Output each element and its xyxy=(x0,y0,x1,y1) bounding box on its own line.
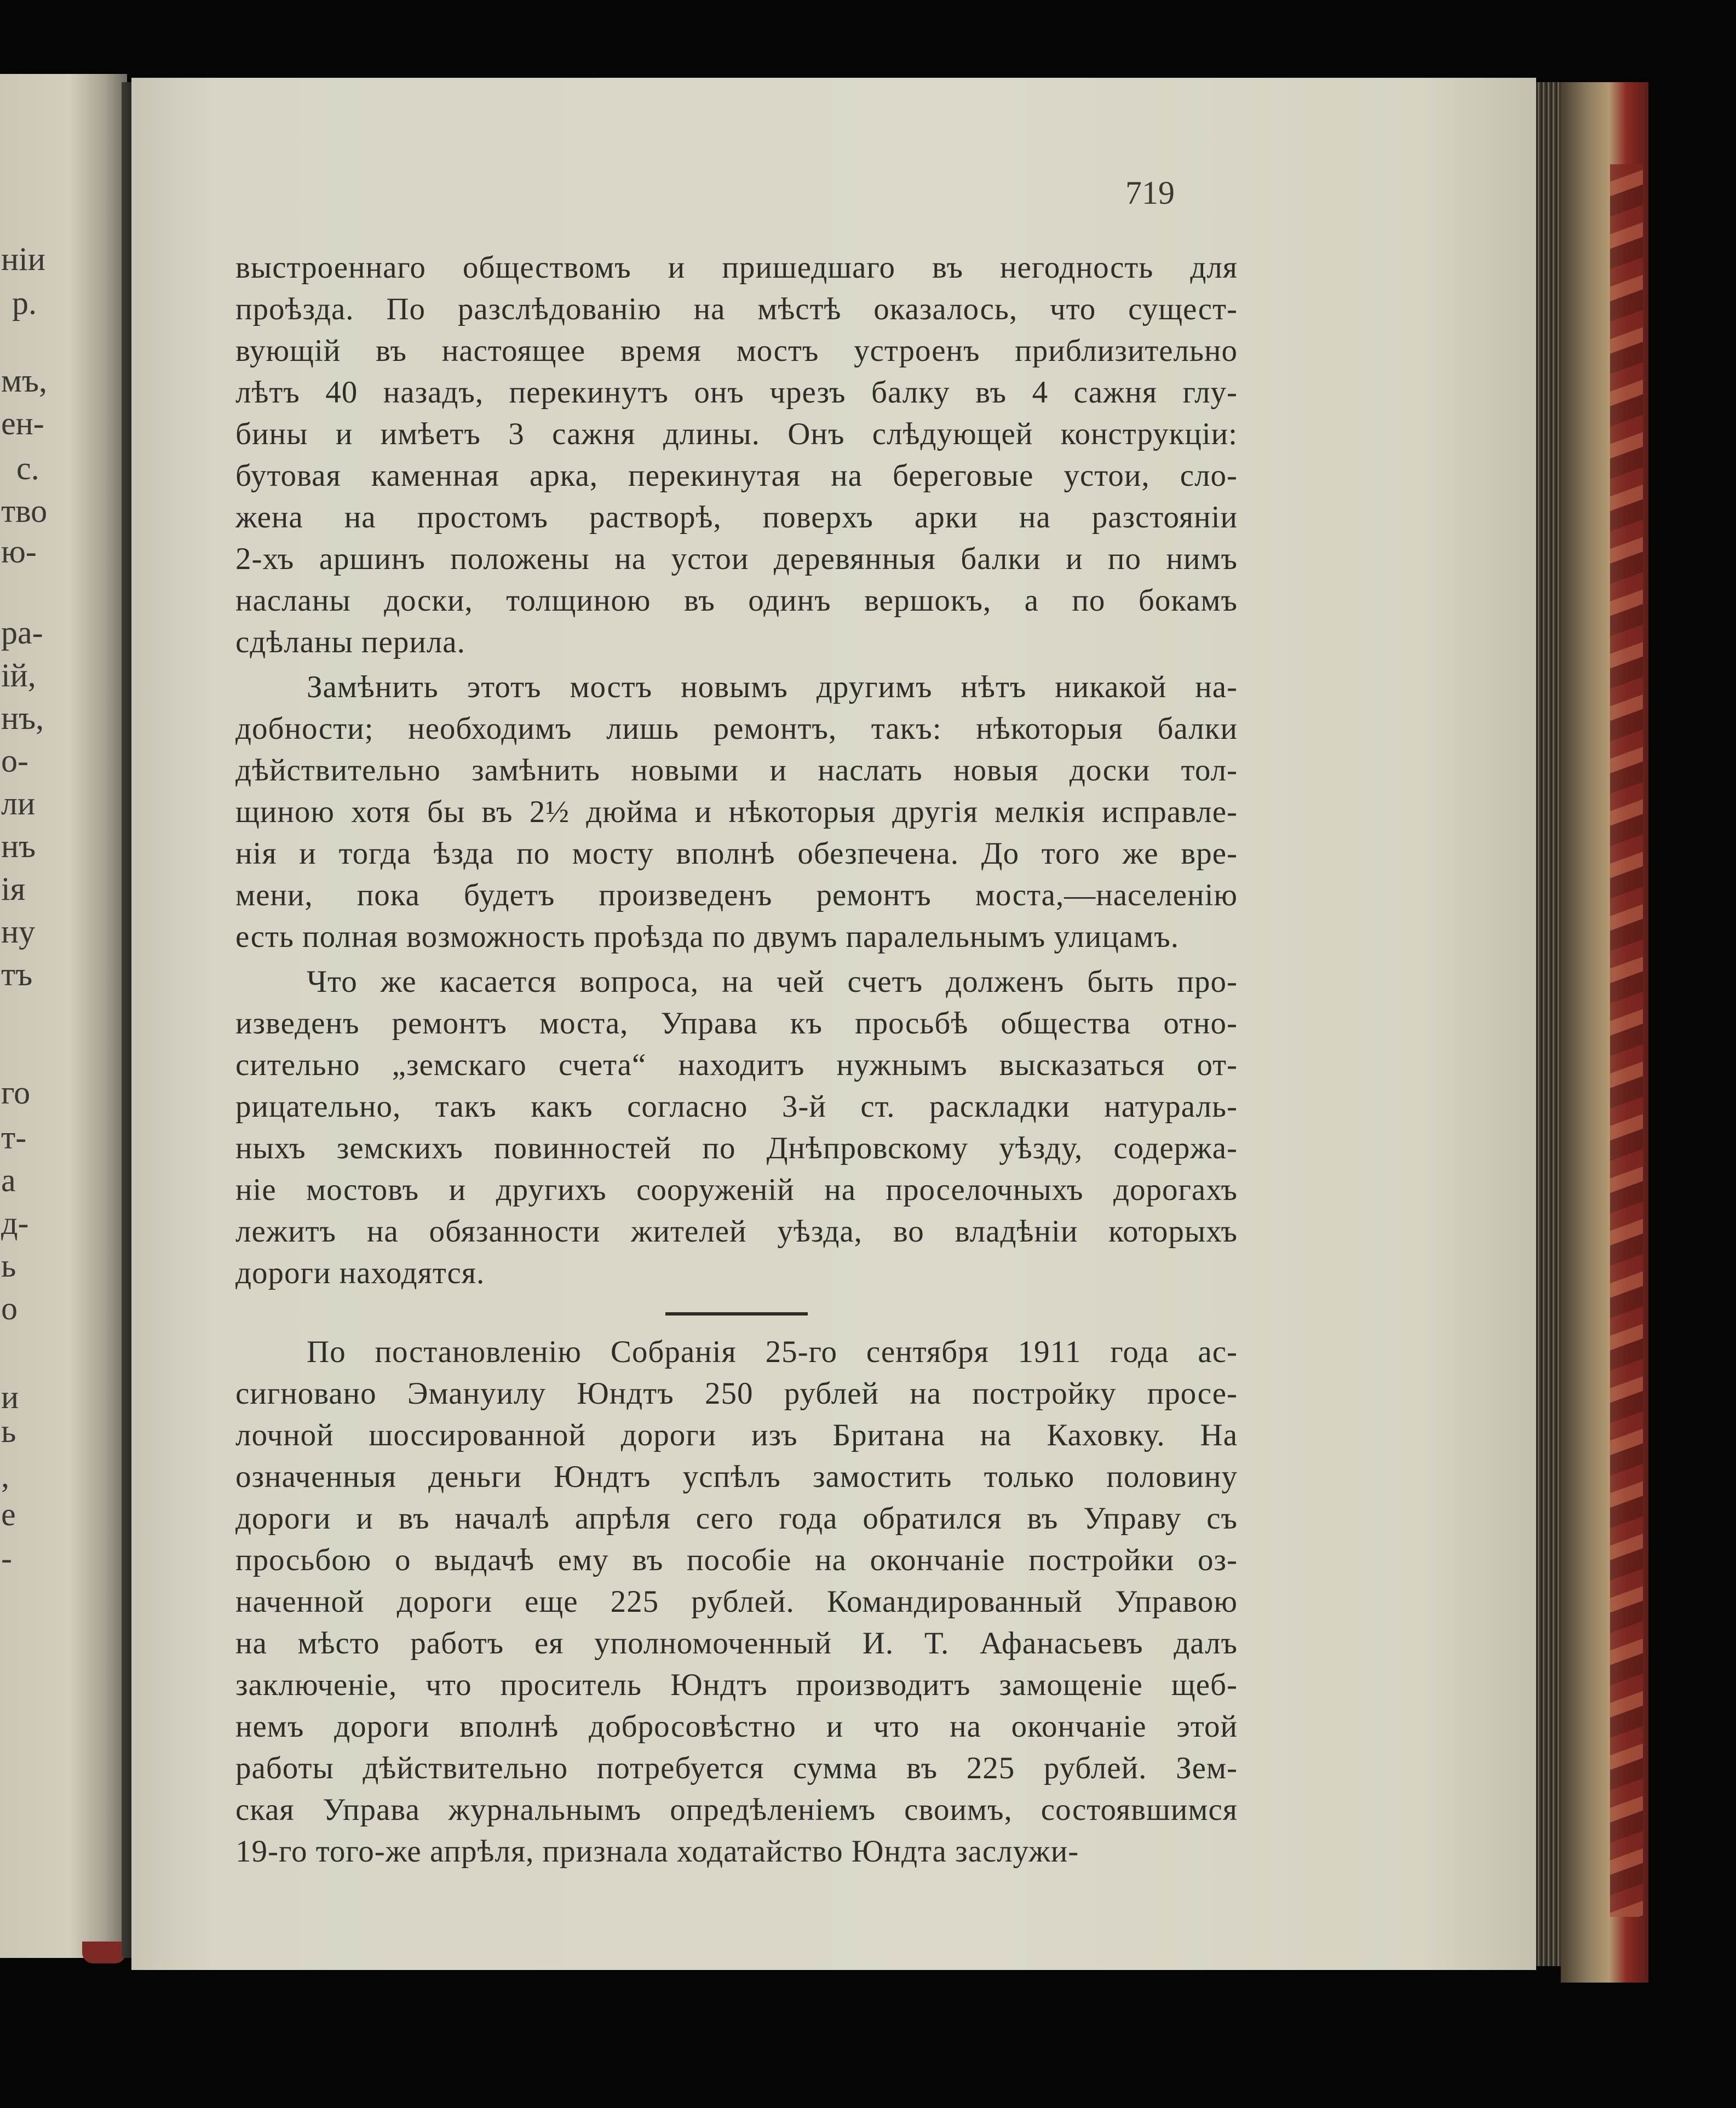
left-page-fragment: а xyxy=(1,1162,16,1198)
section-divider xyxy=(665,1312,808,1316)
text-line: лѣтъ 40 назадъ, перекинутъ онъ чрезъ балку въ 4 сажня глу- xyxy=(235,375,1238,410)
left-page-fragment: ен- xyxy=(1,405,44,441)
text-line: дороги и въ началѣ апрѣля сего года обратился въ Управу съ xyxy=(235,1501,1238,1536)
left-page-fragment: ю- xyxy=(1,533,37,570)
text-line: насланы доски, толщиною въ одинъ вершокъ, а по бокамъ xyxy=(235,583,1238,618)
text-line: выстроеннаго обществомъ и пришедшаго въ негодность для xyxy=(235,250,1238,285)
text-line: изведенъ ремонтъ моста, Управа къ просьбѣ общества отно- xyxy=(235,1006,1238,1041)
left-page-fragment: - xyxy=(1,1540,12,1576)
text-line: дѣйствительно замѣнить новыми и наслать новыя доски тол- xyxy=(235,753,1238,788)
left-page-fragment: е xyxy=(1,1496,16,1532)
text-line: жена на простомъ растворѣ, поверхъ арки на разстояніи xyxy=(235,500,1238,535)
left-page-fragment: ь xyxy=(1,1248,16,1284)
text-line: По постановленію Собранія 25-го сентября 1911 года ас- xyxy=(307,1335,1238,1369)
text-line: бутовая каменная арка, перекинутая на береговые устои, сло- xyxy=(235,458,1238,493)
text-line: на мѣсто работъ ея уполномоченный И. Т. Афанасьевъ далъ xyxy=(235,1626,1238,1661)
left-page-fragment: о xyxy=(1,1290,18,1326)
left-page-fragment: тъ xyxy=(1,956,33,992)
text-line: дороги находятся. xyxy=(235,1256,485,1290)
page-number: 719 xyxy=(1125,175,1175,211)
left-page-fragment: ія xyxy=(1,871,26,907)
left-page-fragment: ну xyxy=(1,914,36,950)
binding-marbled-edge xyxy=(1610,164,1643,1917)
left-page-edge xyxy=(0,74,127,1958)
left-page-fragment: р. xyxy=(12,285,37,321)
text-line: сигновано Эмануилу Юндтъ 250 рублей на постройку просе- xyxy=(235,1376,1238,1411)
left-page-red-edge xyxy=(82,1942,126,1963)
text-line: щиною хотя бы въ 2½ дюйма и нѣкоторыя другія мелкія исправле- xyxy=(235,795,1238,829)
text-line: есть полная возможность проѣзда по двумъ паралельнымъ улицамъ. xyxy=(235,920,1179,954)
left-page-fragment: тво xyxy=(1,493,48,529)
text-line: лочной шоссированной дороги изъ Британа на Каховку. На xyxy=(235,1418,1238,1452)
text-line: немъ дороги вполнѣ добросовѣстно и что на окончаніе этой xyxy=(235,1709,1238,1744)
left-page-fragment: ій, xyxy=(1,657,36,693)
text-line: 2-хъ аршинъ положены на устои деревянныя балки и по нимъ xyxy=(235,542,1238,576)
text-line: означенныя деньги Юндтъ успѣлъ замостить только половину xyxy=(235,1460,1238,1494)
left-page-fragment: нъ xyxy=(1,828,36,864)
text-line: ская Управа журнальнымъ опредѣленіемъ своимъ, состоявшимся xyxy=(235,1793,1238,1827)
text-line: добности; необходимъ лишь ремонтъ, такъ: нѣкоторыя балки xyxy=(235,711,1238,746)
text-line: 19-го того-же апрѣля, признала ходатайство Юндта заслужи- xyxy=(235,1834,1079,1869)
text-line: вующій въ настоящее время мостъ устроенъ приблизительно xyxy=(235,334,1238,368)
text-line: ныхъ земскихъ повинностей по Днѣпровскому уѣзду, содержа- xyxy=(235,1131,1238,1165)
left-page-fragment: и xyxy=(1,1379,19,1415)
text-line: ніе мостовъ и другихъ сооруженій на проселочныхъ дорогахъ xyxy=(235,1173,1238,1207)
text-line: Что же касается вопроса, на чей счетъ долженъ быть про- xyxy=(307,964,1238,999)
left-page-fragment: ли xyxy=(1,785,36,822)
text-line: наченной дороги еще 225 рублей. Командированный Управою xyxy=(235,1584,1238,1619)
left-page-fragment: нъ, xyxy=(1,700,44,736)
text-line: просьбою о выдачѣ ему въ пособіе на окончаніе постройки оз- xyxy=(235,1543,1238,1577)
left-page-fragment: нiи xyxy=(1,241,45,277)
text-line: Замѣнить этотъ мостъ новымъ другимъ нѣтъ никакой на- xyxy=(307,670,1238,704)
text-line: лежитъ на обязанности жителей уѣзда, во владѣніи которыхъ xyxy=(235,1214,1238,1249)
left-page-fragment: т- xyxy=(1,1119,27,1156)
text-line: бины и имѣетъ 3 сажня длины. Онъ слѣдующей конструкціи: xyxy=(235,417,1238,451)
page-block-edge xyxy=(1536,82,1561,1966)
left-page-fragment: , xyxy=(1,1458,9,1494)
text-line: проѣзда. По разслѣдованію на мѣстѣ оказалось, что сущест- xyxy=(235,292,1238,326)
text-line: сительно „земскаго счета“ находитъ нужнымъ высказаться от- xyxy=(235,1048,1238,1082)
left-page-fragment: мъ, xyxy=(1,363,47,399)
text-line: мени, пока будетъ произведенъ ремонтъ моста,—населенію xyxy=(235,878,1238,912)
left-page-fragment: ра- xyxy=(1,614,43,651)
left-page-fragment: ь xyxy=(1,1413,16,1449)
left-page-fragment: о- xyxy=(1,743,28,779)
text-line: сдѣланы перила. xyxy=(235,625,465,659)
text-line: работы дѣйствительно потребуется сумма въ 225 рублей. Зем- xyxy=(235,1751,1238,1785)
text-line: заключеніе, что проситель Юндтъ производитъ замощеніе щеб- xyxy=(235,1668,1238,1702)
left-page-fragment: с. xyxy=(16,450,39,486)
text-line: рицательно, такъ какъ согласно 3-й ст. раскладки натураль- xyxy=(235,1089,1238,1124)
left-page-fragment: го xyxy=(1,1075,31,1111)
text-line: нія и тогда ѣзда по мосту вполнѣ обезпечена. До того же вре- xyxy=(235,836,1238,871)
left-page-fragment: д- xyxy=(1,1205,29,1241)
